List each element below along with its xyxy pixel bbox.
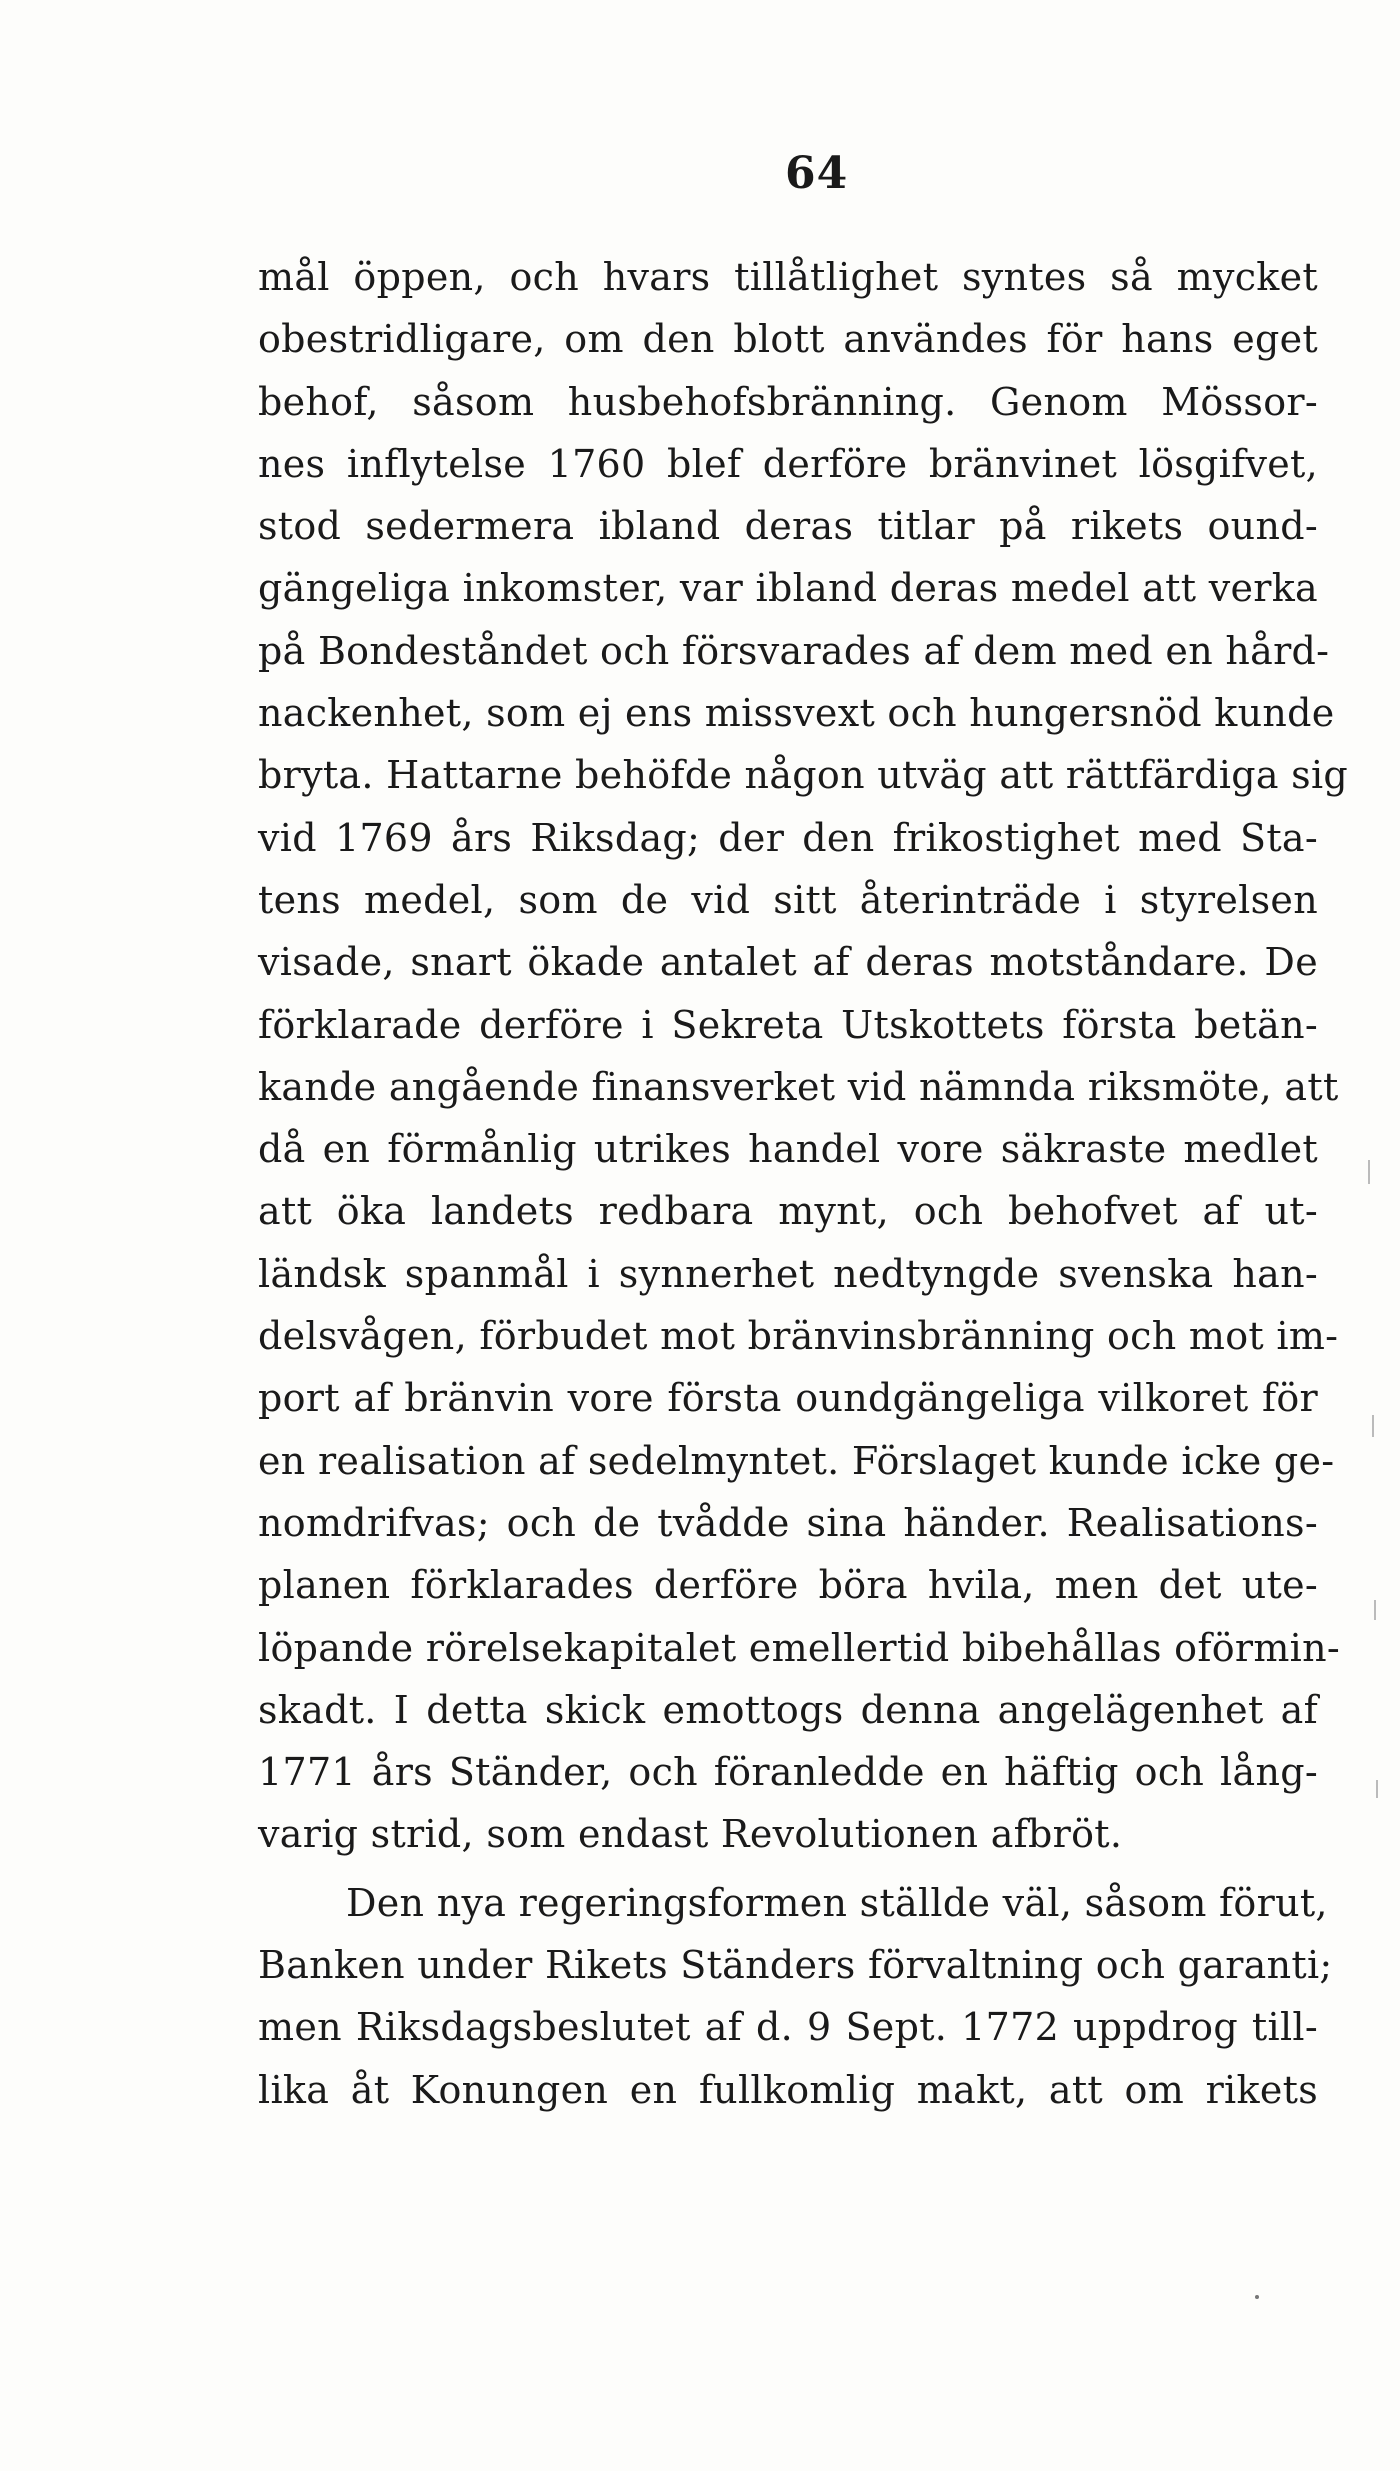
text-line: planen förklarades derföre böra hvila, men det ute- xyxy=(258,1563,1318,1608)
text-line: gängeliga inkomster, var ibland deras medel att verka xyxy=(258,566,1318,611)
text-line: löpande rörelsekapitalet emellertid bibehållas oförmin- xyxy=(258,1625,1341,1670)
text-line: behof, såsom husbehofsbränning. Genom Mössor- xyxy=(258,379,1318,424)
text-line: port af bränvin vore första oundgängeliga vilkoret för xyxy=(258,1376,1318,1421)
paper-speck xyxy=(1255,2295,1259,2299)
text-line: Den nya regeringsformen ställde väl, såsom förut, xyxy=(346,1880,1328,1925)
text-line: kande angående finansverket vid nämnda riksmöte, att xyxy=(258,1064,1339,1109)
text-line: delsvågen, förbudet mot bränvinsbränning och mot im- xyxy=(258,1314,1339,1359)
paragraph-1 xyxy=(258,246,1349,1866)
body-text xyxy=(258,246,1349,2121)
margin-mark xyxy=(1372,1415,1374,1437)
text-line: 1771 års Ständer, och föranledde en häftig och lång- xyxy=(258,1750,1318,1795)
text-line: en realisation af sedelmyntet. Förslaget kunde icke ge- xyxy=(258,1438,1335,1483)
text-line: varig strid, som endast Revolutionen afbröt. xyxy=(258,1812,1123,1857)
text-line: nomdrifvas; och de tvådde sina händer. Realisations- xyxy=(258,1500,1318,1545)
text-line: att öka landets redbara mynt, och behofvet af ut- xyxy=(258,1189,1318,1234)
text-line: bryta. Hattarne behöfde någon utväg att rättfärdiga sig xyxy=(258,753,1349,798)
text-line: nackenhet, som ej ens missvext och hungersnöd kunde xyxy=(258,691,1335,736)
text-line: nes inflytelse 1760 blef derföre bränvinet lösgifvet, xyxy=(258,441,1318,486)
text-line: stod sedermera ibland deras titlar på rikets ound- xyxy=(258,504,1318,549)
text-line: mål öppen, och hvars tillåtlighet syntes så mycket xyxy=(258,255,1318,299)
margin-mark xyxy=(1368,1160,1370,1184)
text-line: förklarade derföre i Sekreta Utskottets första betän- xyxy=(258,1002,1318,1047)
text-line: då en förmånlig utrikes handel vore säkraste medlet xyxy=(258,1127,1318,1172)
text-line: Banken under Rikets Ständers förvaltning och garanti; xyxy=(258,1943,1333,1988)
margin-mark xyxy=(1376,1780,1378,1798)
text-line: lika åt Konungen en fullkomlig makt, att om rikets xyxy=(258,2067,1318,2112)
text-line: på Bondeståndet och försvarades af dem med en hård- xyxy=(258,628,1330,673)
text-line: vid 1769 års Riksdag; der den frikostighet med Sta- xyxy=(258,815,1318,860)
text-line: tens medel, som de vid sitt återinträde i styrelsen xyxy=(258,877,1318,922)
margin-mark xyxy=(1374,1600,1376,1620)
text-line: men Riksdagsbeslutet af d. 9 Sept. 1772 uppdrog till- xyxy=(258,2005,1318,2050)
page-number: 64 xyxy=(785,148,849,199)
text-line: obestridligare, om den blott användes för hans eget xyxy=(258,317,1318,362)
text-line: visade, snart ökade antalet af deras motståndare. De xyxy=(258,940,1318,985)
paragraph-2 xyxy=(258,1872,1333,2121)
text-line: skadt. I detta skick emottogs denna angelägenhet af xyxy=(258,1687,1318,1732)
text-line: ländsk spanmål i synnerhet nedtyngde svenska han- xyxy=(258,1251,1318,1296)
